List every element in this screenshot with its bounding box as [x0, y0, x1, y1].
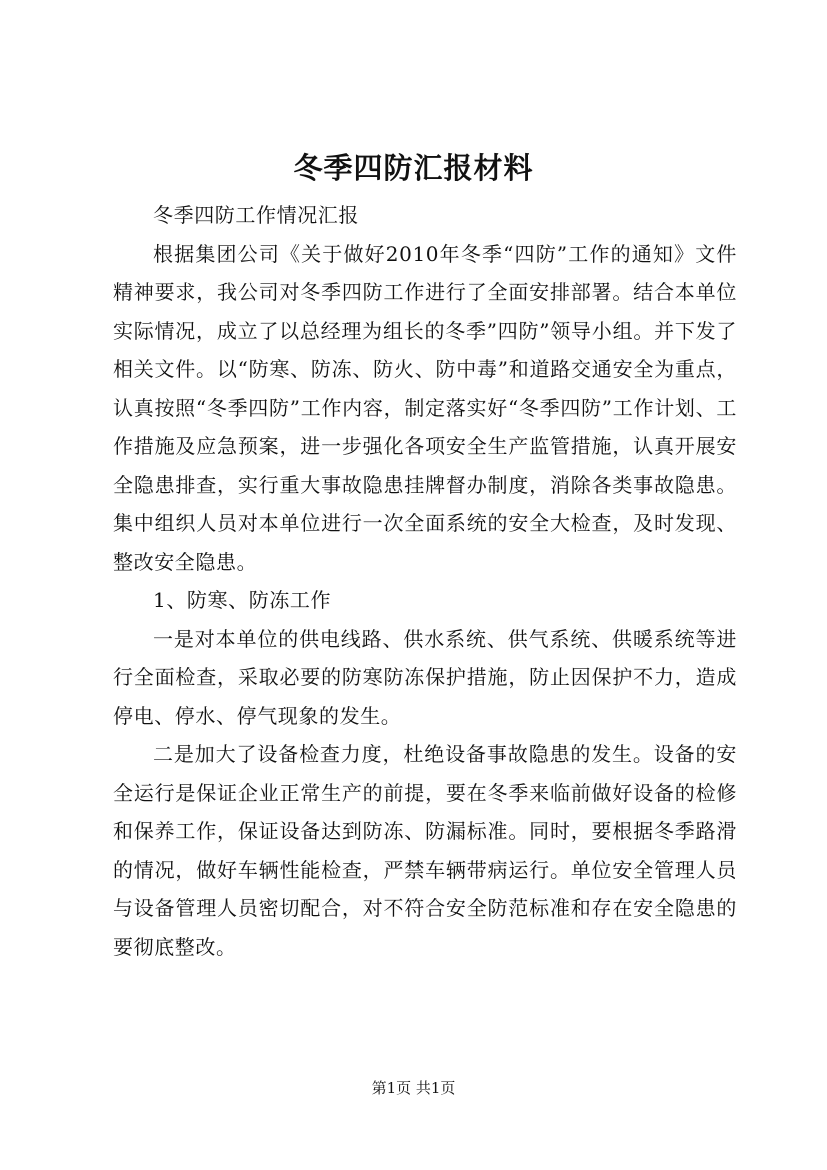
subsection-heading: 1、防寒、防冻工作	[153, 588, 332, 612]
page-number-footer: 第1页 共1页	[371, 1079, 456, 1097]
section-heading: 冬季四防工作情况汇报	[153, 203, 359, 227]
body-paragraph: 二是加大了设备检查力度，杜绝设备事故隐患的发生。设备的安全运行是保证企业正常生产的前提，要在冬季来临前做好设备的检修和保养工作，保证设备达到防冻、防漏标准。同时，要根据冬季路滑的情况，做好车辆性能检查，严禁车辆带病运行。单位安全管理人员与设备管理人员密切配合，对不符合安全防范标准和存在安全隐患的要彻底整改。	[113, 742, 737, 959]
intro-paragraph: 根据集团公司《关于做好2010年冬季“四防”工作的通知》文件精神要求，我公司对冬季四防工作进行了全面安排部署。结合本单位实际情况，成立了以总经理为组长的冬季”四防”领导小组。并下发了相关文件。以“防寒、防冻、防火、防中毒”和道路交通安全为重点，认真按照“冬季四防”工作内容，制定落实好“冬季四防”工作计划、工作措施及应急预案，进一步强化各项安全生产监管措施，认真开展安全隐患排查，实行重大事故隐患挂牌督办制度，消除各类事故隐患。集中组织人员对本单位进行一次全面系统的安全大检查，及时发现、整改安全隐患。	[113, 241, 737, 574]
document-body	[113, 196, 737, 966]
body-paragraph: 一是对本单位的供电线路、供水系统、供气系统、供暖系统等进行全面检查，采取必要的防寒防冻保护措施，防止因保护不力，造成停电、停水、停气现象的发生。	[113, 626, 737, 728]
document-title: 冬季四防汇报材料	[293, 151, 534, 185]
